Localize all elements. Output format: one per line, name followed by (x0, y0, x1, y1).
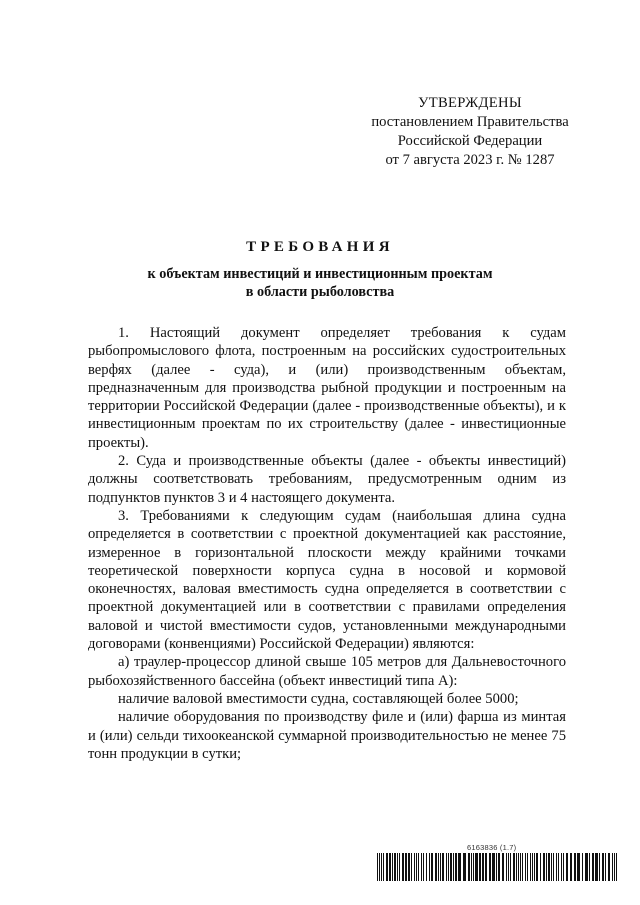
barcode-bar (402, 853, 404, 881)
barcode-bar (536, 853, 538, 881)
barcode-bar (518, 853, 519, 881)
barcode-bar (608, 853, 610, 881)
document-body (88, 324, 566, 763)
barcode-bar (599, 853, 600, 881)
barcode-icon (377, 853, 617, 881)
paragraph-3: 3. Требованиями к следующим судам (наибольшая длина судна определяется в соответствии с проектной документацией как расстояние, измеренное в горизонтальной плоскости между крайними точками теоретической поверхности корпуса судна в носовой и кормовой оконечностях, валовая вместимость судна определяется в соответствии с проектной документацией или в соответствии с правилами определения валовой и чистой вместимости судов, установленными международными договорами (конвенциями) Российской Федерации) являются: (88, 507, 566, 653)
paragraph-2: 2. Суда и производственные объекты (далее - объекты инвестиций) должны соответствовать требованиям, предусмотренным одним из подпунктов пунктов 3 и 4 настоящего документа. (88, 453, 566, 506)
barcode-bar (381, 853, 382, 881)
barcode-bar (595, 853, 598, 881)
barcode-bar (411, 853, 412, 881)
barcode-bar (455, 853, 457, 881)
document-title: ТРЕБОВАНИЯ (246, 239, 394, 255)
barcode-bar (548, 853, 550, 881)
barcode-bar (489, 853, 491, 881)
approval-decree-line: постановлением Правительства (371, 114, 569, 130)
barcode-bar (429, 853, 430, 881)
barcode-bar (496, 853, 497, 881)
barcode-bar (527, 853, 528, 881)
barcode-bar (377, 853, 378, 881)
barcode-bar (414, 853, 415, 881)
barcode-bar (423, 853, 424, 881)
subtitle-line-1: к объектам инвестиций и инвестиционным проектам (147, 266, 493, 282)
barcode-bar (438, 853, 439, 881)
barcode-bar (394, 853, 396, 881)
barcode-bar (482, 853, 484, 881)
barcode-bar (448, 853, 449, 881)
barcode-bar (389, 853, 391, 881)
barcode-bar (602, 853, 604, 881)
barcode-bar (473, 853, 474, 881)
barcode-bar (399, 853, 400, 881)
barcode-bar (561, 853, 562, 881)
document-subtitle (60, 265, 580, 301)
barcode-bar (502, 853, 504, 881)
barcode-bar (408, 853, 410, 881)
paragraph-3a: а) траулер-процессор длиной свыше 105 метров для Дальневосточного рыбохозяйственного бассейна (объект инвестиций типа А): (88, 654, 566, 689)
barcode-bar (525, 853, 526, 881)
barcode-bar (431, 853, 433, 881)
barcode-bar (522, 853, 523, 881)
barcode-bar (614, 853, 615, 881)
barcode-bar (534, 853, 535, 881)
barcode-bar (553, 853, 554, 881)
barcode-bar (551, 853, 552, 881)
barcode-bar (485, 853, 487, 881)
barcode-bar (421, 853, 422, 881)
barcode-bar (543, 853, 545, 881)
barcode-bar (506, 853, 507, 881)
barcode-bar (605, 853, 606, 881)
barcode-bar (405, 853, 407, 881)
barcode-bar (510, 853, 511, 881)
barcode-bar (540, 853, 541, 881)
barcode-bar (379, 853, 380, 881)
barcode-bar (492, 853, 495, 881)
barcode-bar (498, 853, 500, 881)
paragraph-1: 1. Настоящий документ определяет требования к судам рыбопромыслового флота, построенным на российских судостроительных верфях (далее - суда), и (или) производственным объектам, предназначенным для производства рыбной продукции и построенным на территории Российской Федерации (далее - производственные объекты), и к инвестиционным проектам по их строительству (далее - инвестиционные проекты). (88, 325, 566, 451)
barcode-bar (386, 853, 388, 881)
barcode-bar (450, 853, 452, 881)
barcode-bar (418, 853, 419, 881)
barcode-bar (558, 853, 559, 881)
barcode-bar (475, 853, 478, 881)
barcode-bar (397, 853, 398, 881)
barcode-bar (392, 853, 393, 881)
barcode-bar (383, 853, 384, 881)
barcode-bar (513, 853, 515, 881)
barcode-bar (589, 853, 590, 881)
barcode-bar (458, 853, 461, 881)
barcode-bar (592, 853, 594, 881)
barcode-bar (582, 853, 583, 881)
approval-heading: УТВЕРЖДЕНЫ (418, 95, 522, 111)
barcode-bar (463, 853, 466, 881)
barcode-bar (446, 853, 447, 881)
barcode-bar (532, 853, 533, 881)
subtitle-line-2: в области рыболовства (245, 284, 395, 300)
barcode-bar (577, 853, 580, 881)
barcode-bar (574, 853, 576, 881)
barcode-bar (556, 853, 557, 881)
barcode-bar (426, 853, 427, 881)
barcode-bar (442, 853, 444, 881)
barcode-bar (468, 853, 470, 881)
barcode-bar (440, 853, 441, 881)
barcode-number: 6163836 (1.7) (467, 843, 517, 852)
barcode-bar (508, 853, 509, 881)
barcode-bar (471, 853, 472, 881)
barcode-bar (516, 853, 517, 881)
paragraph-3a-item-1: наличие валовой вместимости судна, составляющей более 5000; (118, 690, 519, 707)
barcode-bar (520, 853, 521, 881)
approval-stamp (320, 94, 620, 170)
barcode-bar (530, 853, 531, 881)
barcode-bar (416, 853, 417, 881)
barcode-bar (585, 853, 588, 881)
barcode-bar (566, 853, 568, 881)
document-barcode (377, 843, 617, 881)
barcode-bar (479, 853, 481, 881)
barcode-bar (563, 853, 564, 881)
barcode-bar (435, 853, 437, 881)
barcode-bar (453, 853, 454, 881)
barcode-bar (612, 853, 613, 881)
barcode-bar (546, 853, 547, 881)
paragraph-3a-item-2: наличие оборудования по производству филе и (или) фарша из минтая и (или) сельди тихоокеанской суммарной производительностью не менее 75 тонн продукции в сутки; (88, 709, 566, 762)
barcode-bar (570, 853, 572, 881)
barcode-bar (616, 853, 617, 881)
approval-government-line: Российской Федерации (397, 133, 543, 149)
approval-date-number: от 7 августа 2023 г. № 1287 (385, 152, 555, 168)
